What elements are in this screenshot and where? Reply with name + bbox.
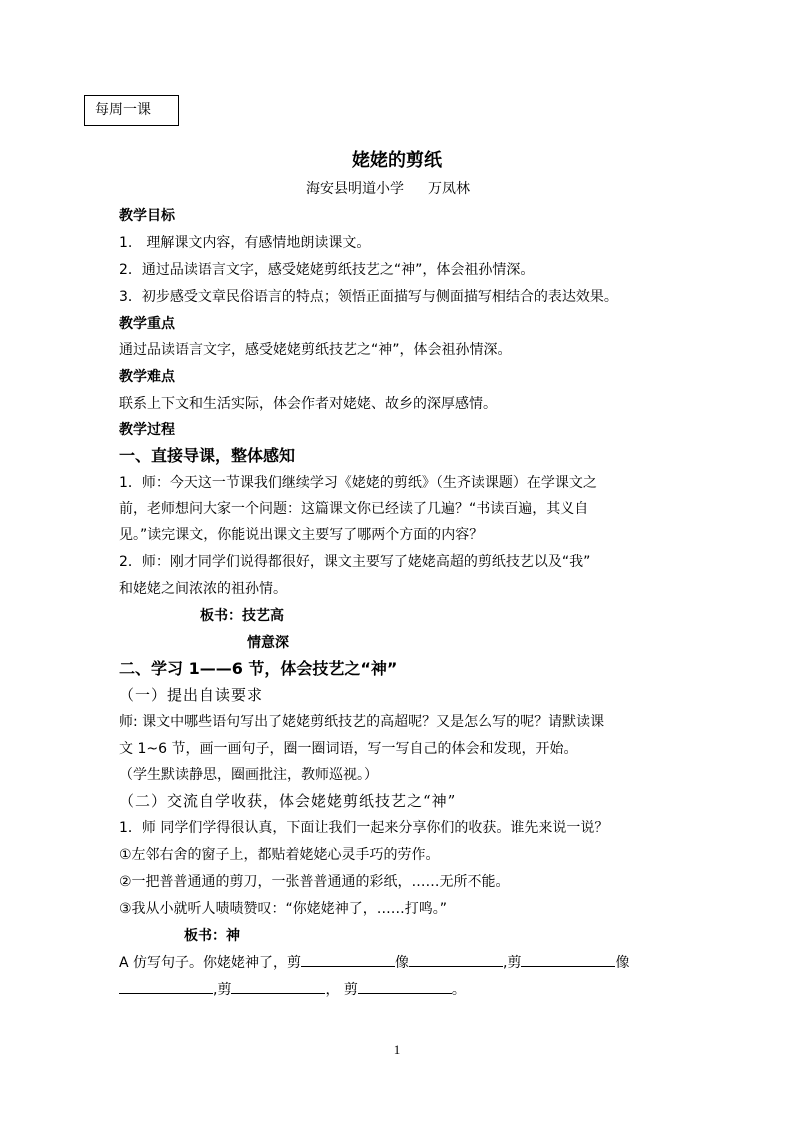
paragraph-3-line-2: 文 1~6 节，画一画句子，圈一圈词语，写一写自己的体会和发现，开始。 <box>119 741 578 757</box>
author-name: 万凤林 <box>428 181 470 197</box>
board-note-1: 板书：技艺高 <box>200 608 284 624</box>
key-points-text: 通过品读语言文字，感受姥姥剪纸技艺之“神”，体会祖孙情深。 <box>119 342 512 358</box>
exercise-line-1 <box>119 950 679 976</box>
exercise-like-2: 像 <box>615 955 630 971</box>
paragraph-1-line-2: 前，老师想问大家一个问题：这篇课文你已经读了几遍？“书读百遍，其义自 <box>119 501 589 517</box>
exercise-like-1: 像 <box>395 955 410 971</box>
quote-1: ①左邻右舍的窗子上，都贴着姥姥心灵手巧的劳作。 <box>119 847 440 863</box>
quote-3: ③我从小就听人啧啧赞叹：“你姥姥神了，……打鸣。” <box>119 901 448 917</box>
goal-item-2: 2．通过品读语言文字，感受姥姥剪纸技艺之“神”，体会祖孙情深。 <box>119 262 535 278</box>
paragraph-3-line-1: 师: 课文中哪些语句写出了姥姥剪纸技艺的高超呢？又是怎么写的呢？请默读课 <box>119 714 605 730</box>
subsection-1-heading: （一）提出自读要求 <box>119 686 264 704</box>
fill-blank-5[interactable] <box>231 979 325 994</box>
process-heading: 教学过程 <box>119 422 175 438</box>
weekly-lesson-tag: 每周一课 <box>84 95 179 126</box>
section-1-heading: 一、直接导课，整体感知 <box>119 446 296 465</box>
exercise-cut-3: ， 剪 <box>325 982 358 998</box>
goals-heading: 教学目标 <box>119 208 175 224</box>
fill-blank-6[interactable] <box>358 979 452 994</box>
board-note-3: 板书：神 <box>184 928 240 944</box>
subsection-2-heading: （二）交流自学收获，体会姥姥剪纸技艺之“神” <box>119 792 457 810</box>
exercise-cut-2: ,剪 <box>213 982 232 998</box>
paragraph-1-line-1: 1．师：今天这一节课我们继续学习《姥姥的剪纸》（生齐读课题）在学课文之 <box>119 475 597 491</box>
board-note-2: 情意深 <box>247 635 289 651</box>
paragraph-2-line-2: 和姥姥之间浓浓的祖孙情。 <box>119 581 287 597</box>
key-points-heading: 教学重点 <box>119 316 175 332</box>
paragraph-3-line-3: （学生默读静思，圈画批注，教师巡视。） <box>119 767 378 783</box>
page-number: 1 <box>393 1042 401 1057</box>
exercise-prompt: A 仿写句子。你姥姥神了，剪 <box>119 955 302 971</box>
section-2-heading: 二、学习 1——6 节，体会技艺之“神” <box>119 659 398 678</box>
quote-2: ②一把普普通通的剪刀，一张普普通通的彩纸，……无所不能。 <box>119 874 510 890</box>
exercise-end: 。 <box>451 982 466 998</box>
document-title: 姥姥的剪纸 <box>352 150 442 171</box>
exercise-cut-1: ,剪 <box>503 955 522 971</box>
fill-blank-1[interactable] <box>301 952 395 967</box>
paragraph-1-line-3: 见。”读完课文，你能说出课文主要写了哪两个方面的内容？ <box>119 527 484 543</box>
fill-blank-2[interactable] <box>409 952 503 967</box>
difficulty-heading: 教学难点 <box>119 369 175 385</box>
byline <box>306 178 470 200</box>
school-name: 海安县明道小学 <box>306 181 404 197</box>
fill-blank-4[interactable] <box>119 979 213 994</box>
difficulty-text: 联系上下文和生活实际，体会作者对姥姥、故乡的深厚感情。 <box>119 396 497 412</box>
goal-item-1: 1. 理解课文内容，有感情地朗读课文。 <box>119 235 371 251</box>
fill-blank-3[interactable] <box>521 952 615 967</box>
exercise-line-2 <box>119 977 679 1003</box>
paragraph-4: 1．师 同学们学得很认真，下面让我们一起来分享你们的收获。谁先来说一说？ <box>119 820 609 836</box>
goal-item-3: 3．初步感受文章民俗语言的特点；领悟正面描写与侧面描写相结合的表达效果。 <box>119 289 618 305</box>
paragraph-2-line-1: 2．师：刚才同学们说得都很好，课文主要写了姥姥高超的剪纸技艺以及“我” <box>119 554 591 570</box>
